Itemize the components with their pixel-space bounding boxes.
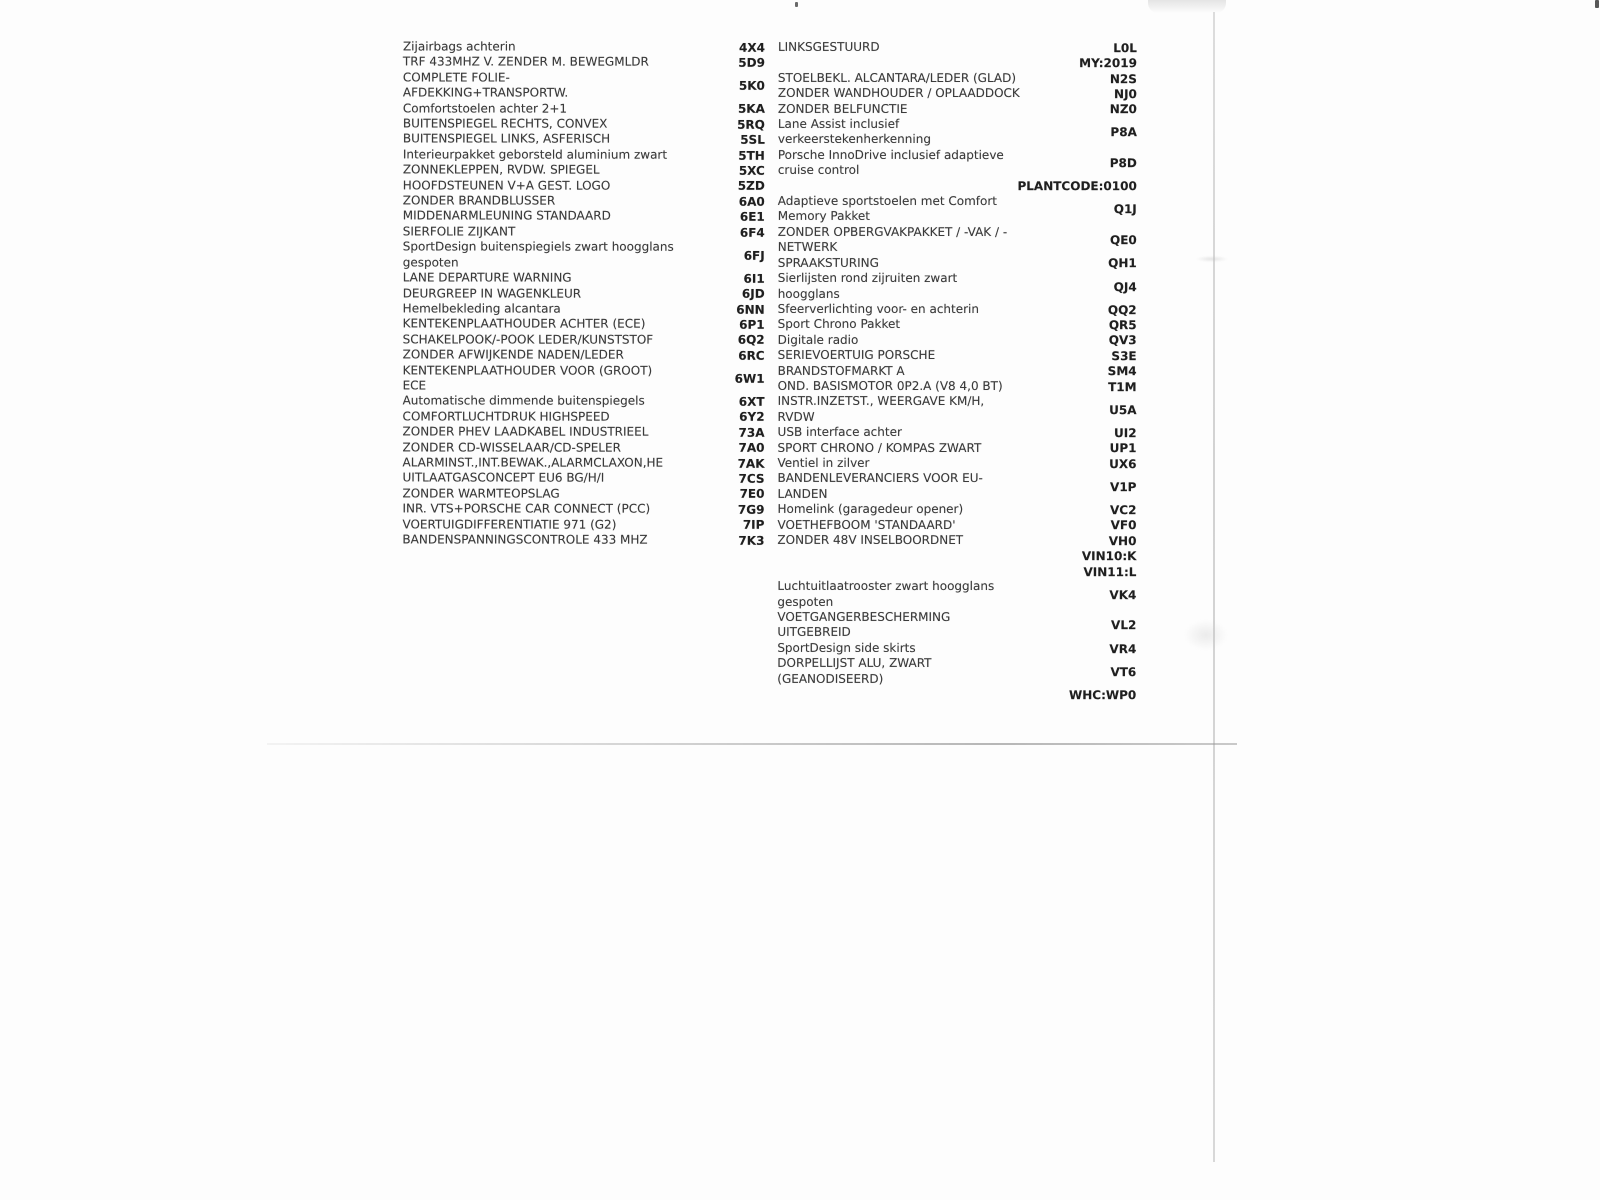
option-description [403,178,611,194]
option-description [778,194,997,225]
option-code: QE0 [1109,233,1137,248]
option-row [403,116,765,132]
option-description [778,440,982,456]
option-row [403,317,765,333]
option-description-line: BUITENSPIEGEL RECHTS, CONVEX [402,116,608,131]
option-description [777,641,915,657]
option-description-line: Lane Assist inclusief [777,116,900,131]
option-description [402,502,650,518]
option-description-line: Porsche InnoDrive inclusief adaptieve [777,147,1004,162]
option-row [778,178,1137,194]
option-description [403,348,624,364]
option-description-line: HOOFDSTEUNEN V+A GEST. LOGO [402,178,611,193]
option-description-line: COMFORTLUCHTDRUK HIGHSPEED [402,409,610,424]
option-code: 73A [738,425,765,440]
option-description [778,148,1004,179]
option-row [403,163,765,179]
option-description [778,40,880,56]
option-row [778,379,1137,395]
option-code: UX6 [1109,456,1137,471]
option-description-line: BRANDSTOFMARKT A [777,363,905,378]
option-row [778,363,1137,379]
option-code: 7AK [737,456,765,471]
option-code: 7K3 [738,533,765,548]
option-description-line: ZONDER OPBERGVAKPAKKET / -VAK / - [777,224,1008,239]
option-description [402,517,616,533]
option-row [403,101,765,117]
option-row [777,533,1136,549]
option-description-line: ZONDER 48V INSELBOORDNET [777,532,964,548]
option-code: VIN10:K [1081,549,1137,564]
option-row [778,101,1137,117]
option-row [403,147,765,163]
option-code: Q1J [1113,202,1137,217]
option-code: VK4 [1109,587,1137,602]
option-row [777,641,1136,657]
option-description-line: Comfortstoelen achter 2+1 [402,101,568,116]
option-description-line: DORPELLIJST ALU, ZWART [777,656,932,671]
option-row [778,333,1137,349]
option-description-line: INR. VTS+PORSCHE CAR CONNECT (PCC) [402,501,651,516]
option-description-line: LANDEN [777,486,828,501]
option-row [777,502,1136,518]
option-code: NJ0 [1114,87,1137,102]
option-description-line: DEURGREEP IN WAGENKLEUR [402,285,582,301]
option-description [403,70,568,101]
option-row [777,579,1136,610]
option-description-line: SIERFOLIE ZIJKANT [402,224,516,239]
option-row [403,363,765,394]
option-description [403,193,555,209]
option-description [403,163,600,179]
option-code: 4X4 [738,40,765,55]
options-column-left [402,39,765,548]
option-row [778,348,1137,364]
option-description-line: MIDDENARMLEUNING STANDAARD [402,208,611,224]
option-description [403,317,646,333]
option-description-line: Automatische dimmende buitenspiegels [402,393,645,409]
option-description-line: Hemelbekleding alcantara [402,301,561,316]
option-row [778,194,1137,225]
option-code: 6P1 [739,317,765,332]
option-description [778,363,905,379]
option-description [403,209,611,225]
option-code: 7E0 [739,487,765,502]
option-code: VT6 [1110,664,1137,679]
option-row [403,332,765,348]
option-code: 6NN [736,302,765,317]
option-row [778,456,1137,472]
option-row [778,40,1137,56]
option-row [403,178,765,194]
option-description-line: STOELBEKL. ALCANTARA/LEDER (GLAD) [777,70,1017,85]
option-code: VL2 [1111,618,1137,633]
option-description-line: SportDesign buitenspiegiels zwart hoogglans [402,239,674,254]
option-row [402,532,764,548]
option-code: V1P [1110,479,1137,494]
option-code: 5XC [738,163,765,178]
option-description [403,39,516,55]
option-row [778,86,1137,102]
option-code: 6W1 [734,371,765,386]
option-code: 5SL [740,132,765,147]
option-description-line: RVDW [777,409,815,424]
option-row [778,55,1137,71]
option-row [778,302,1137,318]
option-description [403,55,649,71]
option-description-line: Interieurpakket geborsteld aluminium zwart [402,147,668,162]
option-description-line: Sierlijsten rond zijruiten zwart [777,270,958,286]
option-description [777,502,963,518]
option-row [403,394,765,410]
option-row [778,148,1137,179]
option-row [777,564,1136,580]
option-description-line: ZONDER WARMTEOPSLAG [402,486,560,501]
option-code: 6Y2 [739,410,765,425]
option-code: NZ0 [1109,102,1137,117]
option-description-line: OND. BASISMOTOR 0P2.A (V8 4,0 BT) [777,378,1003,393]
option-description [403,286,581,302]
option-description-line: SCHAKELPOOK/-POOK LEDER/KUNSTSTOF [402,332,654,347]
option-code: VH0 [1108,533,1137,548]
option-description-line: hoogglans [777,286,840,301]
option-description-line: Luchtuitlaatrooster zwart hoogglans [777,579,995,594]
option-code: L0L [1113,40,1137,55]
option-row [403,348,765,364]
option-description [778,302,979,318]
option-description [777,579,994,610]
option-description [403,425,649,441]
option-description [777,517,955,533]
option-description-line: ZONDER BRANDBLUSSER [402,193,556,208]
scan-speck-top-right [1595,0,1599,8]
option-row [403,224,765,240]
option-description-line: KENTEKENPLAATHOUDER ACHTER (ECE) [402,316,646,331]
option-code: 6I1 [743,271,765,286]
option-row [403,70,765,101]
option-code: 6RC [738,348,765,363]
option-code: QJ4 [1113,279,1137,294]
option-description-line: Adaptieve sportstoelen met Comfort [777,193,997,209]
option-code: 5TH [738,148,765,163]
option-description-line: VOETGANGERBESCHERMING [777,609,951,625]
option-code: QR5 [1108,318,1137,333]
option-row [402,502,764,518]
option-code: 6Q2 [737,333,765,348]
option-description-line: INSTR.INZETST., WEERGAVE KM/H, [777,394,985,409]
option-row [778,425,1137,441]
option-description-line: Sport Chrono Pakket [777,317,901,332]
scanner-smudge-blob [1184,620,1228,650]
option-description-line: NETWERK [777,240,838,255]
option-description [403,271,572,287]
option-row [402,486,764,502]
option-description-line: BANDENLEVERANCIERS VOOR EU- [777,471,983,486]
option-description [403,455,664,471]
option-code: S3E [1111,348,1137,364]
option-code: N2S [1109,71,1137,86]
option-code: 7G9 [737,502,765,517]
option-code: 6FJ [743,248,765,263]
option-row [403,209,765,225]
option-row [403,271,765,287]
option-description [778,317,900,333]
option-description-line: UITGEBREID [777,625,851,640]
option-description [778,333,859,348]
option-code: QQ2 [1107,302,1137,317]
option-code: 5ZD [737,179,765,194]
option-row [778,271,1137,302]
option-row [778,256,1137,272]
option-code: MY:2019 [1079,56,1137,71]
option-description [778,271,958,302]
option-description [403,363,653,394]
option-row [777,610,1136,641]
option-row [777,471,1136,502]
option-code: 6E1 [739,209,765,224]
option-row [403,440,765,456]
option-code: 6F4 [739,225,765,240]
option-description [403,332,654,348]
option-description-line: LINKSGESTUURD [777,39,880,54]
option-description-line: gespoten [402,255,459,270]
option-description [778,225,1007,256]
option-description-line: ALARMINST.,INT.BEWAK.,ALARMCLAXON,HE [402,455,664,470]
option-description-line: (GEANODISEERD) [777,671,884,686]
option-description-line: Sfeerverlichting voor- en achterin [777,301,980,316]
option-description [777,656,931,687]
option-description [778,71,1016,87]
option-description-line: SportDesign side skirts [777,640,916,655]
option-code: SM4 [1107,364,1137,379]
option-description-line: gespoten [777,594,834,609]
option-description-line: ZONDER AFWIJKENDE NADEN/LEDER [402,347,624,362]
option-description [403,132,610,148]
option-description [778,348,936,364]
option-row [777,517,1136,533]
option-row [403,409,765,425]
option-code: QV3 [1108,333,1137,348]
option-description [778,379,1003,395]
option-description-line: SPORT CHRONO / KOMPAS ZWART [777,440,982,455]
option-description [778,456,870,472]
option-description-line: Memory Pakket [777,209,871,224]
option-code: P8D [1109,156,1137,171]
option-description [403,116,608,132]
option-description-line: BUITENSPIEGEL LINKS, ASFERISCH [402,131,611,147]
options-column-right [777,40,1137,703]
option-code: T1M [1108,379,1137,394]
option-code: PLANTCODE:0100 [1017,179,1137,194]
option-description-line: UITLAATGASCONCEPT EU6 BG/H/I [402,470,605,486]
option-description [778,86,1020,102]
option-description-line: Digitale radio [777,332,859,347]
option-row [403,455,765,471]
option-row [777,548,1136,564]
option-description-line: verkeerstekenherkenning [777,132,931,147]
option-code: UP1 [1109,441,1137,456]
option-description-line: TRF 433MHZ V. ZENDER M. BEWEGMLDR [402,54,649,70]
option-description-line: SPRAAKSTURING [777,255,879,270]
option-code: 7A0 [738,441,765,456]
option-description [778,394,985,425]
option-code: 6XT [738,394,765,409]
option-row [403,193,765,209]
option-row [403,240,765,271]
option-row [778,225,1137,256]
option-row [402,517,764,533]
option-code: 5RQ [737,117,765,132]
option-description-line: ECE [402,378,427,393]
option-description-line: LANE DEPARTURE WARNING [402,270,572,285]
option-description [403,240,674,271]
option-description-line: BANDENSPANNINGSCONTROLE 433 MHZ [402,532,648,547]
option-code: VR4 [1109,641,1137,656]
option-description-line: ZONDER PHEV LAADKABEL INDUSTRIEEL [402,424,649,439]
option-code: 6A0 [738,194,765,209]
option-description [778,101,908,117]
option-row [403,39,765,55]
option-row [403,301,765,317]
option-description-line: SERIEVOERTUIG PORSCHE [777,347,936,363]
option-row [778,71,1137,87]
option-description-line: VOETHEFBOOM 'STANDAARD' [777,517,956,532]
option-description [402,532,647,548]
option-description [777,533,963,549]
option-row [778,394,1137,425]
option-description-line: ZONDER BELFUNCTIE [777,101,908,116]
option-row [403,55,765,71]
option-description [403,101,567,117]
option-description-line: USB interface achter [777,424,902,440]
option-description [403,301,561,317]
option-description-line: VOERTUIGDIFFERENTIATIE 971 (G2) [402,517,617,532]
option-description-line: COMPLETE FOLIE- [402,70,510,85]
option-code: 5KA [737,102,765,117]
option-description [403,224,516,240]
option-description [403,440,621,456]
option-row [403,286,765,302]
option-description-line: ZONDER CD-WISSELAAR/CD-SPELER [402,439,621,455]
option-code: 5K0 [738,78,765,94]
option-description-line: AFDEKKING+TRANSPORTW. [402,85,569,100]
option-row [778,117,1137,148]
option-description-line: cruise control [777,163,860,178]
option-description [778,256,879,272]
option-row [778,440,1137,456]
option-row [402,471,764,487]
option-description [403,394,645,410]
option-row [777,687,1136,703]
option-description-line: ZONDER WANDHOUDER / OPLAADDOCK [777,86,1020,101]
option-description-line: Ventiel in zilver [777,455,870,470]
option-description [777,610,950,641]
option-code: QH1 [1108,256,1137,271]
option-code: VIN11:L [1083,564,1137,579]
option-description [777,471,982,502]
option-description-line: ZONNEKLEPPEN, RVDW. SPIEGEL [402,162,600,177]
option-code: 6JD [741,286,765,302]
option-description-line: KENTEKENPLAATHOUDER VOOR (GROOT) [402,362,653,378]
option-code: 7IP [742,518,765,533]
option-code: UI2 [1113,426,1137,441]
option-description [403,409,610,425]
option-description [402,486,559,502]
option-code: 5D9 [738,55,765,70]
option-code: VF0 [1110,518,1137,533]
scanner-top-smudge [1148,0,1226,13]
scanner-smudge-dash [1197,256,1227,262]
option-description [778,117,931,148]
option-row [777,656,1136,687]
option-description [778,425,902,441]
scanner-horizontal-streak [267,743,1237,745]
option-description [403,147,667,163]
option-code: U5A [1109,402,1137,417]
option-description-line: Homelink (garagedeur opener) [777,502,964,517]
option-code: VC2 [1110,503,1137,518]
scanner-vertical-edge-line [1213,12,1215,1162]
option-code: P8A [1110,125,1137,140]
scan-speck-top-center [795,2,798,7]
option-row [403,132,765,148]
option-code: 7CS [738,471,765,486]
option-description [402,471,604,487]
option-row [403,425,765,441]
option-row [778,317,1137,333]
option-code: WHC:WP0 [1069,687,1137,702]
option-description-line: Zijairbags achterin [402,39,516,54]
